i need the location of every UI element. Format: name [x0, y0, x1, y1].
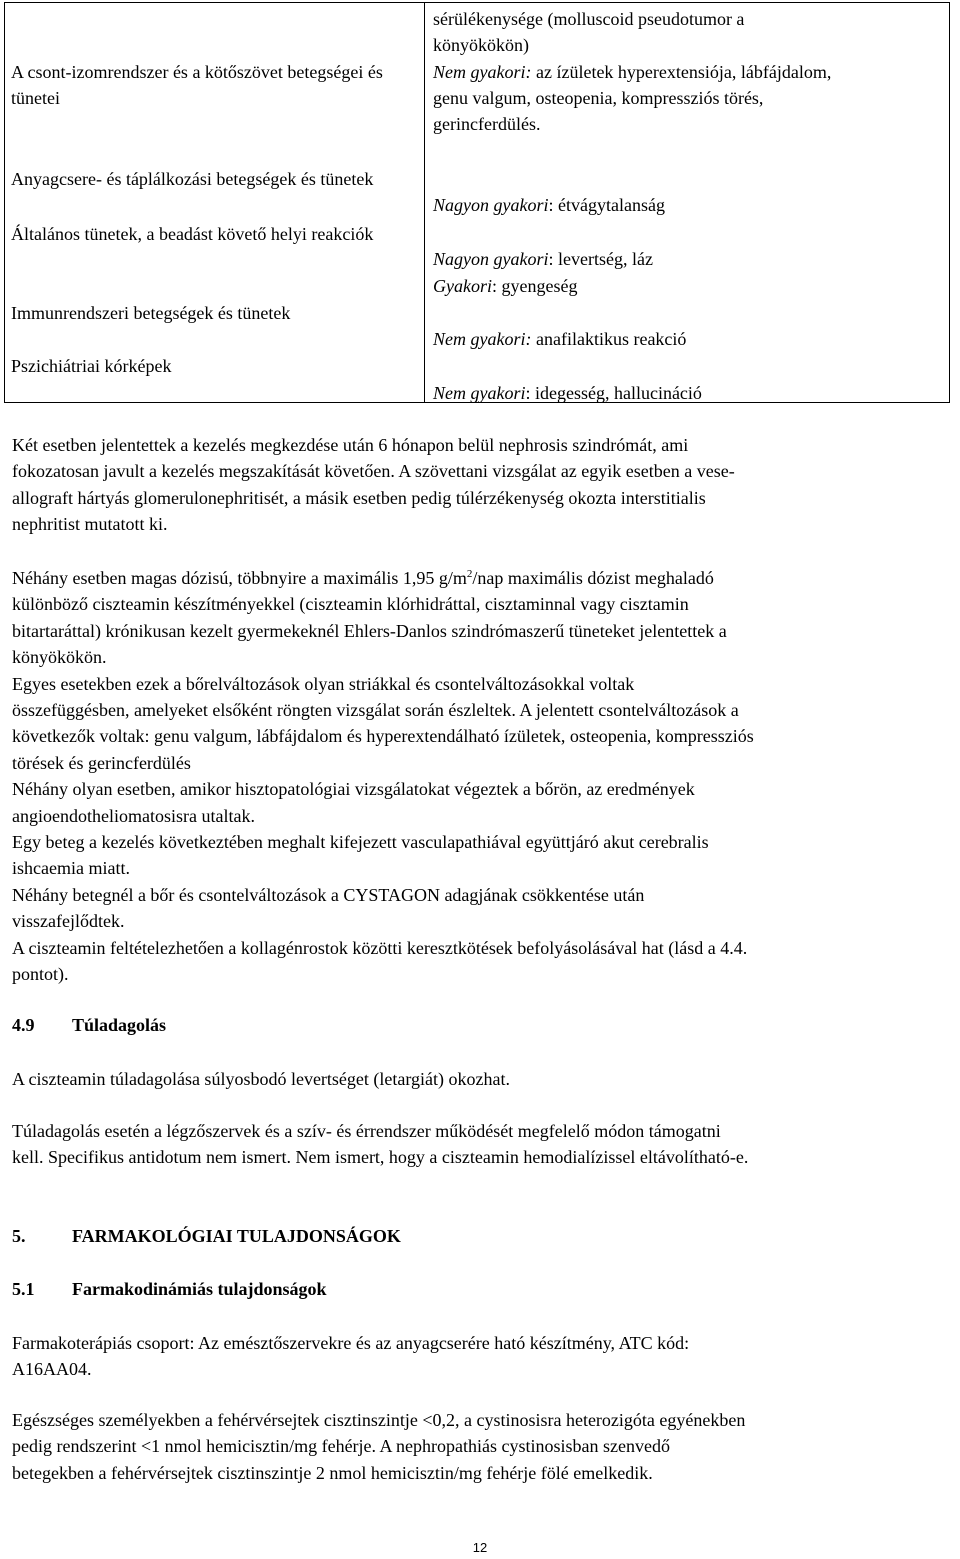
text-line: kell. Specifikus antidotum nem ismert. Nem ismert, hogy a ciszteamin hemodialízissel eltávolítható-e. — [12, 1147, 749, 1168]
text-line: pedig rendszerint <1 nmol hemicisztin/mg fehérje. A nephropathiás cystinosisban szenvedő — [12, 1436, 670, 1457]
side-effects-table — [4, 2, 950, 403]
section-5-heading — [12, 1223, 401, 1249]
text-line: betegekben a fehérvérsejtek cisztinszintje 2 nmol hemicisztin/mg fehérje fölé emelkedik. — [12, 1462, 653, 1483]
text-line: gerincferdülés. — [433, 114, 541, 134]
text-line: könyökökön. — [12, 647, 107, 668]
overdose-support-paragraph — [12, 1118, 952, 1171]
text-line: Egészséges személyekben a fehérvérsejtek cisztinszintje <0,2, a cystinosisra heterozigóta egyénekben — [12, 1410, 746, 1430]
text-line: visszafejlődtek. — [12, 911, 125, 932]
nephrosis-paragraph — [12, 432, 952, 538]
column-divider — [424, 3, 425, 402]
category-metabolism: Anyagcsere- és táplálkozási betegségek és tünetek — [11, 169, 374, 189]
section-title: FARMAKOLÓGIAI TULAJDONSÁGOK — [72, 1226, 401, 1246]
frequency-label: Nem gyakori — [433, 383, 526, 403]
musculoskeletal-effects — [433, 6, 945, 137]
text-line: Két esetben jelentettek a kezelés megkezdése után 6 hónapon belül nephrosis szindrómát, ami — [12, 435, 689, 455]
section-title: Túladagolás — [72, 1015, 167, 1035]
general-effects-b: Gyakori: gyengeség — [433, 276, 578, 296]
page-number: 12 — [472, 1540, 488, 1555]
psychiatric-effects: Nem gyakori: idegesség, hallucináció — [433, 383, 702, 403]
metabolism-effects: Nagyon gyakori: étvágytalanság — [433, 195, 665, 215]
frequency-label: Gyakori — [433, 276, 492, 296]
section-5-1-heading — [12, 1276, 327, 1302]
ehlers-danlos-paragraph — [12, 565, 952, 988]
text-line: különböző ciszteamin készítményekkel (ciszteamin klórhidráttal, cisztaminnal vagy cisztamin — [12, 594, 689, 615]
frequency-label: Nem gyakori: — [433, 62, 532, 82]
text-line: Túladagolás esetén a légzőszervek és a szív- és érrendszer működését megfelelő módon támogatni — [12, 1121, 721, 1141]
section-title: Farmakodinámiás tulajdonságok — [72, 1279, 327, 1299]
text-line: Néhány esetben magas dózisú, többnyire a maximális 1,95 $g/m^2$/nap maximális dózist meghaladó — [12, 568, 714, 588]
text-line: angioendotheliomatosisra utaltak. — [12, 805, 255, 826]
frequency-label: Nem gyakori: — [433, 329, 532, 349]
text-line: A ciszteamin feltételezhetően a kollagénrostok közötti keresztkötések befolyásolásával hat (lásd a 4.4. — [12, 937, 748, 958]
overdose-paragraph: A ciszteamin túladagolása súlyosbodó levertséget (letargiát) okozhat. — [12, 1069, 511, 1089]
text-line: allograft hártyás glomerulonephritisét, a másik esetben pedig túlérzékenység okozta interstitialis — [12, 487, 706, 508]
category-psychiatric: Pszichiátriai kórképek — [11, 356, 172, 376]
category-general: Általános tünetek, a beadást követő helyi reakciók — [11, 224, 374, 244]
section-number: 5. — [12, 1226, 26, 1246]
category-immune: Immunrendszeri betegségek és tünetek — [11, 303, 291, 323]
text-line: következők voltak: genu valgum, lábfájdalom és hyperextendálható ízületek, osteopenia, kompressziós — [12, 726, 754, 747]
text-line: ishcaemia miatt. — [12, 858, 130, 879]
section-number: 5.1 — [12, 1279, 35, 1299]
text-line: összefüggésben, amelyeket elsőként röngten vizsgálat során észleltek. A jelentett csontelváltozások a — [12, 700, 739, 721]
text-line: Farmakoterápiás csoport: Az emésztőszervekre és az anyagcserére ható készítmény, ATC kód: — [12, 1333, 690, 1353]
text-line: Néhány betegnél a bőr és csontelváltozások a CYSTAGON adagjának csökkentése után — [12, 884, 645, 905]
text-line: fokozatosan javult a kezelés megszakítását követően. A szövettani vizsgálat az egyik esetben a vese- — [12, 461, 735, 482]
frequency-label: Nagyon gyakori — [433, 249, 549, 269]
pharmacotherapeutic-group-paragraph — [12, 1330, 952, 1383]
category-musculoskeletal: A csont-izomrendszer és a kötőszövet betegségei és tünetei — [11, 62, 383, 108]
general-effects-a: Nagyon gyakori: levertség, láz — [433, 249, 653, 269]
text-line: Néhány olyan esetben, amikor hisztopatológiai vizsgálatokat végeztek a bőrön, az eredmények — [12, 779, 695, 800]
text-line: könyökökön) — [433, 35, 529, 55]
text-line: törések és gerincferdülés — [12, 752, 191, 773]
frequency-label: Nagyon gyakori — [433, 195, 549, 215]
text-line: nephritist mutatott ki. — [12, 514, 168, 535]
text-line: pontot). — [12, 964, 69, 985]
text-line: Nem gyakori: az ízületek hyperextensiója, lábfájdalom, — [433, 62, 832, 82]
section-4-9-heading — [12, 1012, 166, 1038]
text-line: sérülékenysége (molluscoid pseudotumor a — [433, 9, 745, 29]
text-line: Egyes esetekben ezek a bőrelváltozások olyan striákkal és csontelváltozásokkal voltak — [12, 673, 635, 694]
section-number: 4.9 — [12, 1015, 35, 1035]
cystine-levels-paragraph — [12, 1407, 952, 1486]
text-line: genu valgum, osteopenia, kompressziós törés, — [433, 88, 764, 108]
text-line: A16AA04. — [12, 1359, 92, 1380]
text-line: Egy beteg a kezelés következtében meghalt kifejezett vasculapathiával együttjáró akut cerebralis — [12, 832, 709, 853]
immune-effects: Nem gyakori: anafilaktikus reakció — [433, 329, 687, 349]
text-line: bitartaráttal) krónikusan kezelt gyermekeknél Ehlers-Danlos szindrómaszerű tüneteket jelentettek a — [12, 620, 727, 641]
